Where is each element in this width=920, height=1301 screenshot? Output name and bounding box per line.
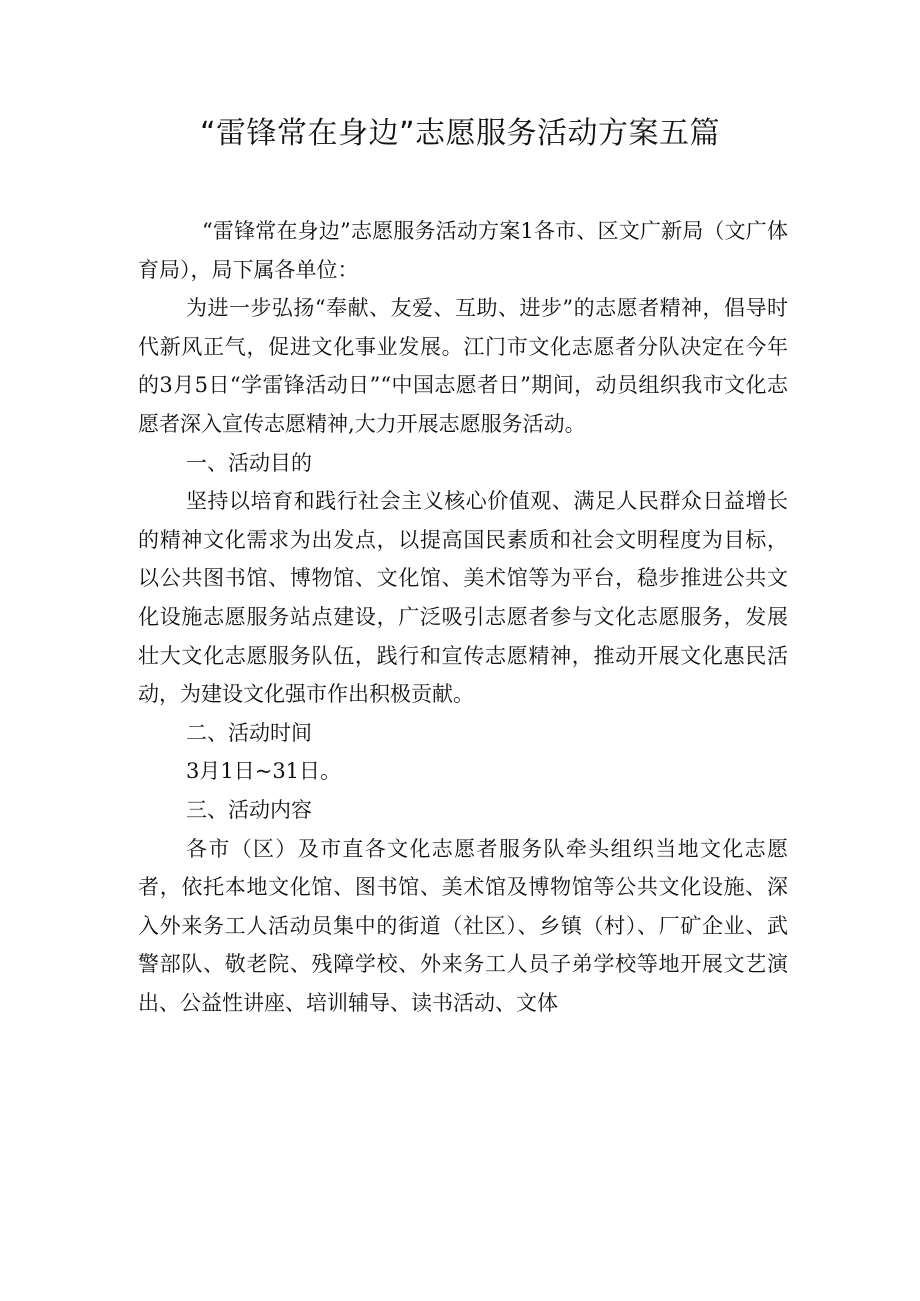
- time-paragraph: 3月1日~31日。: [186, 759, 342, 784]
- section-heading-objective: 一、活动目的: [186, 450, 312, 475]
- intro-paragraph: “雷锋常在身边”志愿服务活动方案1各市、区文广新局（文广体育局），局下属各单位：: [138, 219, 788, 282]
- section-heading-time: 二、活动时间: [186, 720, 312, 745]
- section-heading-content: 三、活动内容: [186, 797, 312, 822]
- purpose-paragraph: 为进一步弘扬“奉献、友爱、互助、进步”的志愿者精神，倡导时代新风正气，促进文化事业发展。江门市文化志愿者分队决定在今年的3月5日“学雷锋活动日”“中国志愿者日”期间，动员组织我市文化志愿者深入宣传志愿精神,大力开展志愿服务活动。: [138, 296, 788, 436]
- content-paragraph: 各市（区）及市直各文化志愿者服务队牵头组织当地文化志愿者，依托本地文化馆、图书馆、美术馆及博物馆等公共文化设施、深入外来务工人活动员集中的街道（社区）、乡镇（村）、厂矿企业、武警部队、敬老院、残障学校、外来务工人员子弟学校等地开展文艺演出、公益性讲座、培训辅导、读书活动、文体: [138, 836, 788, 1015]
- document-body: [138, 212, 788, 1022]
- document-title: “雷锋常在身边”志愿服务活动方案五篇: [199, 116, 721, 151]
- objective-paragraph: 坚持以培育和践行社会主义核心价值观、满足人民群众日益增长的精神文化需求为出发点，以提高国民素质和社会文明程度为目标，以公共图书馆、博物馆、文化馆、美术馆等为平台，稳步推进公共文化设施志愿服务站点建设，广泛吸引志愿者参与文化志愿服务，发展壮大文化志愿服务队伍，践行和宣传志愿精神，推动开展文化惠民活动，为建设文化强市作出积极贡献。: [138, 489, 788, 707]
